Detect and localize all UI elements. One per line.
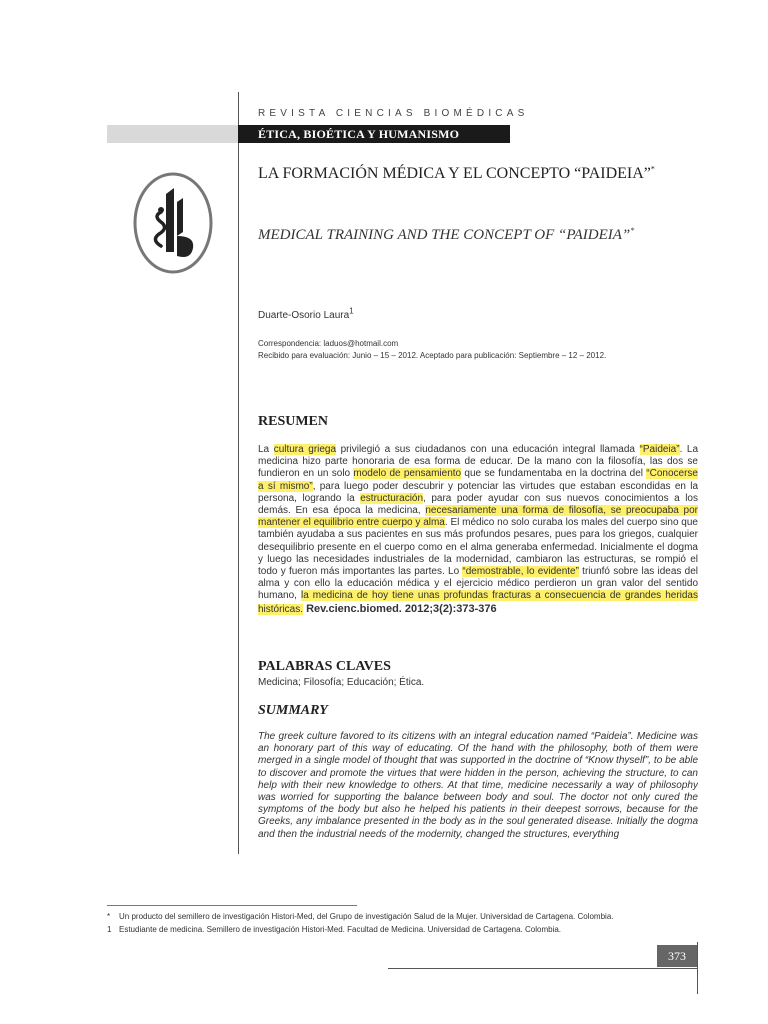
page-rule — [388, 968, 698, 969]
correspondence-block — [258, 338, 606, 362]
author: Duarte-Osorio Laura$^1$ — [258, 306, 354, 321]
highlight: “demostrable, lo evidente” — [462, 566, 579, 578]
highlight: necesariamente una forma de filosofía, se preocupaba por mantener el equilibrio entre cuerpo y alma — [258, 505, 698, 529]
section-title: ÉTICA, BIOÉTICA Y HUMANISMO — [258, 127, 460, 141]
page-vline — [697, 942, 698, 994]
margin-rule — [238, 92, 239, 854]
footnote: * Un producto del semillero de investigación Histori-Med, del Grupo de investigación Salud de la Mujer. Universidad de Cartagena. Colombia. — [107, 912, 614, 921]
article-title-es: LA FORMACIÓN MÉDICA Y EL CONCEPTO “PAIDEIA”* — [258, 164, 655, 182]
received-dates: Recibido para evaluación: Junio – 15 – 2012. Aceptado para publicación: Septiembre – 12 – 2012. — [258, 351, 607, 360]
resumen-heading: RESUMEN — [258, 414, 329, 429]
page-number: 373 — [657, 945, 697, 967]
highlight: la medicina de hoy tiene unas profundas fracturas a consecuencia de grandes heridas históricas. — [258, 590, 698, 615]
footnote: 1 Estudiante de medicina. Semillero de investigación Histori-Med. Facultad de Medicina. Universidad de Cartagena. Colombia. — [107, 925, 562, 934]
highlight: cultura griega — [273, 444, 337, 455]
correspondence: Correspondencia: laduos@hotmail.com — [258, 339, 399, 348]
article-title-en: MEDICAL TRAINING AND THE CONCEPT OF “PAIDEIA”* — [258, 226, 635, 243]
highlight: “Paideia” — [639, 444, 680, 455]
resumen-text: La cultura griega privilegió a sus ciudadanos con una educación integral llamada “Paideia”. La medicina hizo parte honoraria de esa forma de educar. De la mano con la filosofía, las dos se fundieron en un solo modelo de pensamiento que se fundamentaba en la doctrina del “Conocerse a sí mismo”, para luego poder descubrir y potenciar las virtudes que estaban escondidas en la persona, logrando la estructuración, para poder ayudar con sus nuevos conocimientos a los demás. En esa época la medicina, necesariamente una forma de filosofía, se preocupaba por mantener el equilibrio entre cuerpo y alma. El médico no solo curaba los males del cuerpo sino que también ayudaba a sus pacientes en sus más profundos pesares, pues para los griegos, cualquier desequilibrio presente en el cuerpo como en el alma generaba enfermedad. Inicialmente el dogma y luego las necesidades industriales de la modernidad, cambiaron las estructuras, se rompió el todo y fueron más importantes las partes. Lo “demostrable, lo evidente” triunfó sobre las ideas del alma y con ello la educación médica y el ejercicio médico perdieron un gran valor del sentido humano, la medicina de hoy tiene unas profundas fracturas a consecuencia de grandes heridas históricas. Rev.cienc.biomed. 2012;3(2):373-376 — [258, 444, 699, 615]
keywords-heading: PALABRAS CLAVES — [258, 659, 391, 674]
footnote-rule — [107, 905, 357, 906]
highlight: “Conocerse a sí mismo” — [258, 468, 698, 492]
highlight: estructuración — [360, 492, 424, 504]
summary-text: The greek culture favored to its citizens with an integral education named “Paideia”. Medicine was an honorary part of this way of educating. Of the hand with the philosophy, both of them were merged in a single model of thought that was supported in the doctrine of “Know thyself”, to be able to discover and promote the virtues that were hidden in the person, achieving the structure, to can help with their new knowledge to others. At that time, medicine necessarily a way of philosophy was worried for supporting the balance between body and soul. The doctor not only cured the symptoms of the body but also he helped his patients in their deepest sorrows, because for the Greeks, any imbalance presented in the body as in the soul generated disease. Initially the dogma and then the industrial needs of the modernity, changed the structures, everything — [258, 731, 698, 840]
journal-name: REVISTA CIENCIAS BIOMÉDICAS — [258, 108, 529, 119]
citation: Rev.cienc.biomed. 2012;3(2):373-376 — [303, 602, 497, 615]
caduceus-logo-icon — [133, 172, 213, 274]
highlight: modelo de pensamiento — [353, 468, 462, 480]
summary-heading: SUMMARY — [258, 703, 328, 718]
keywords: Medicina; Filosofía; Educación; Ética. — [258, 677, 425, 688]
footnotes — [107, 910, 707, 936]
